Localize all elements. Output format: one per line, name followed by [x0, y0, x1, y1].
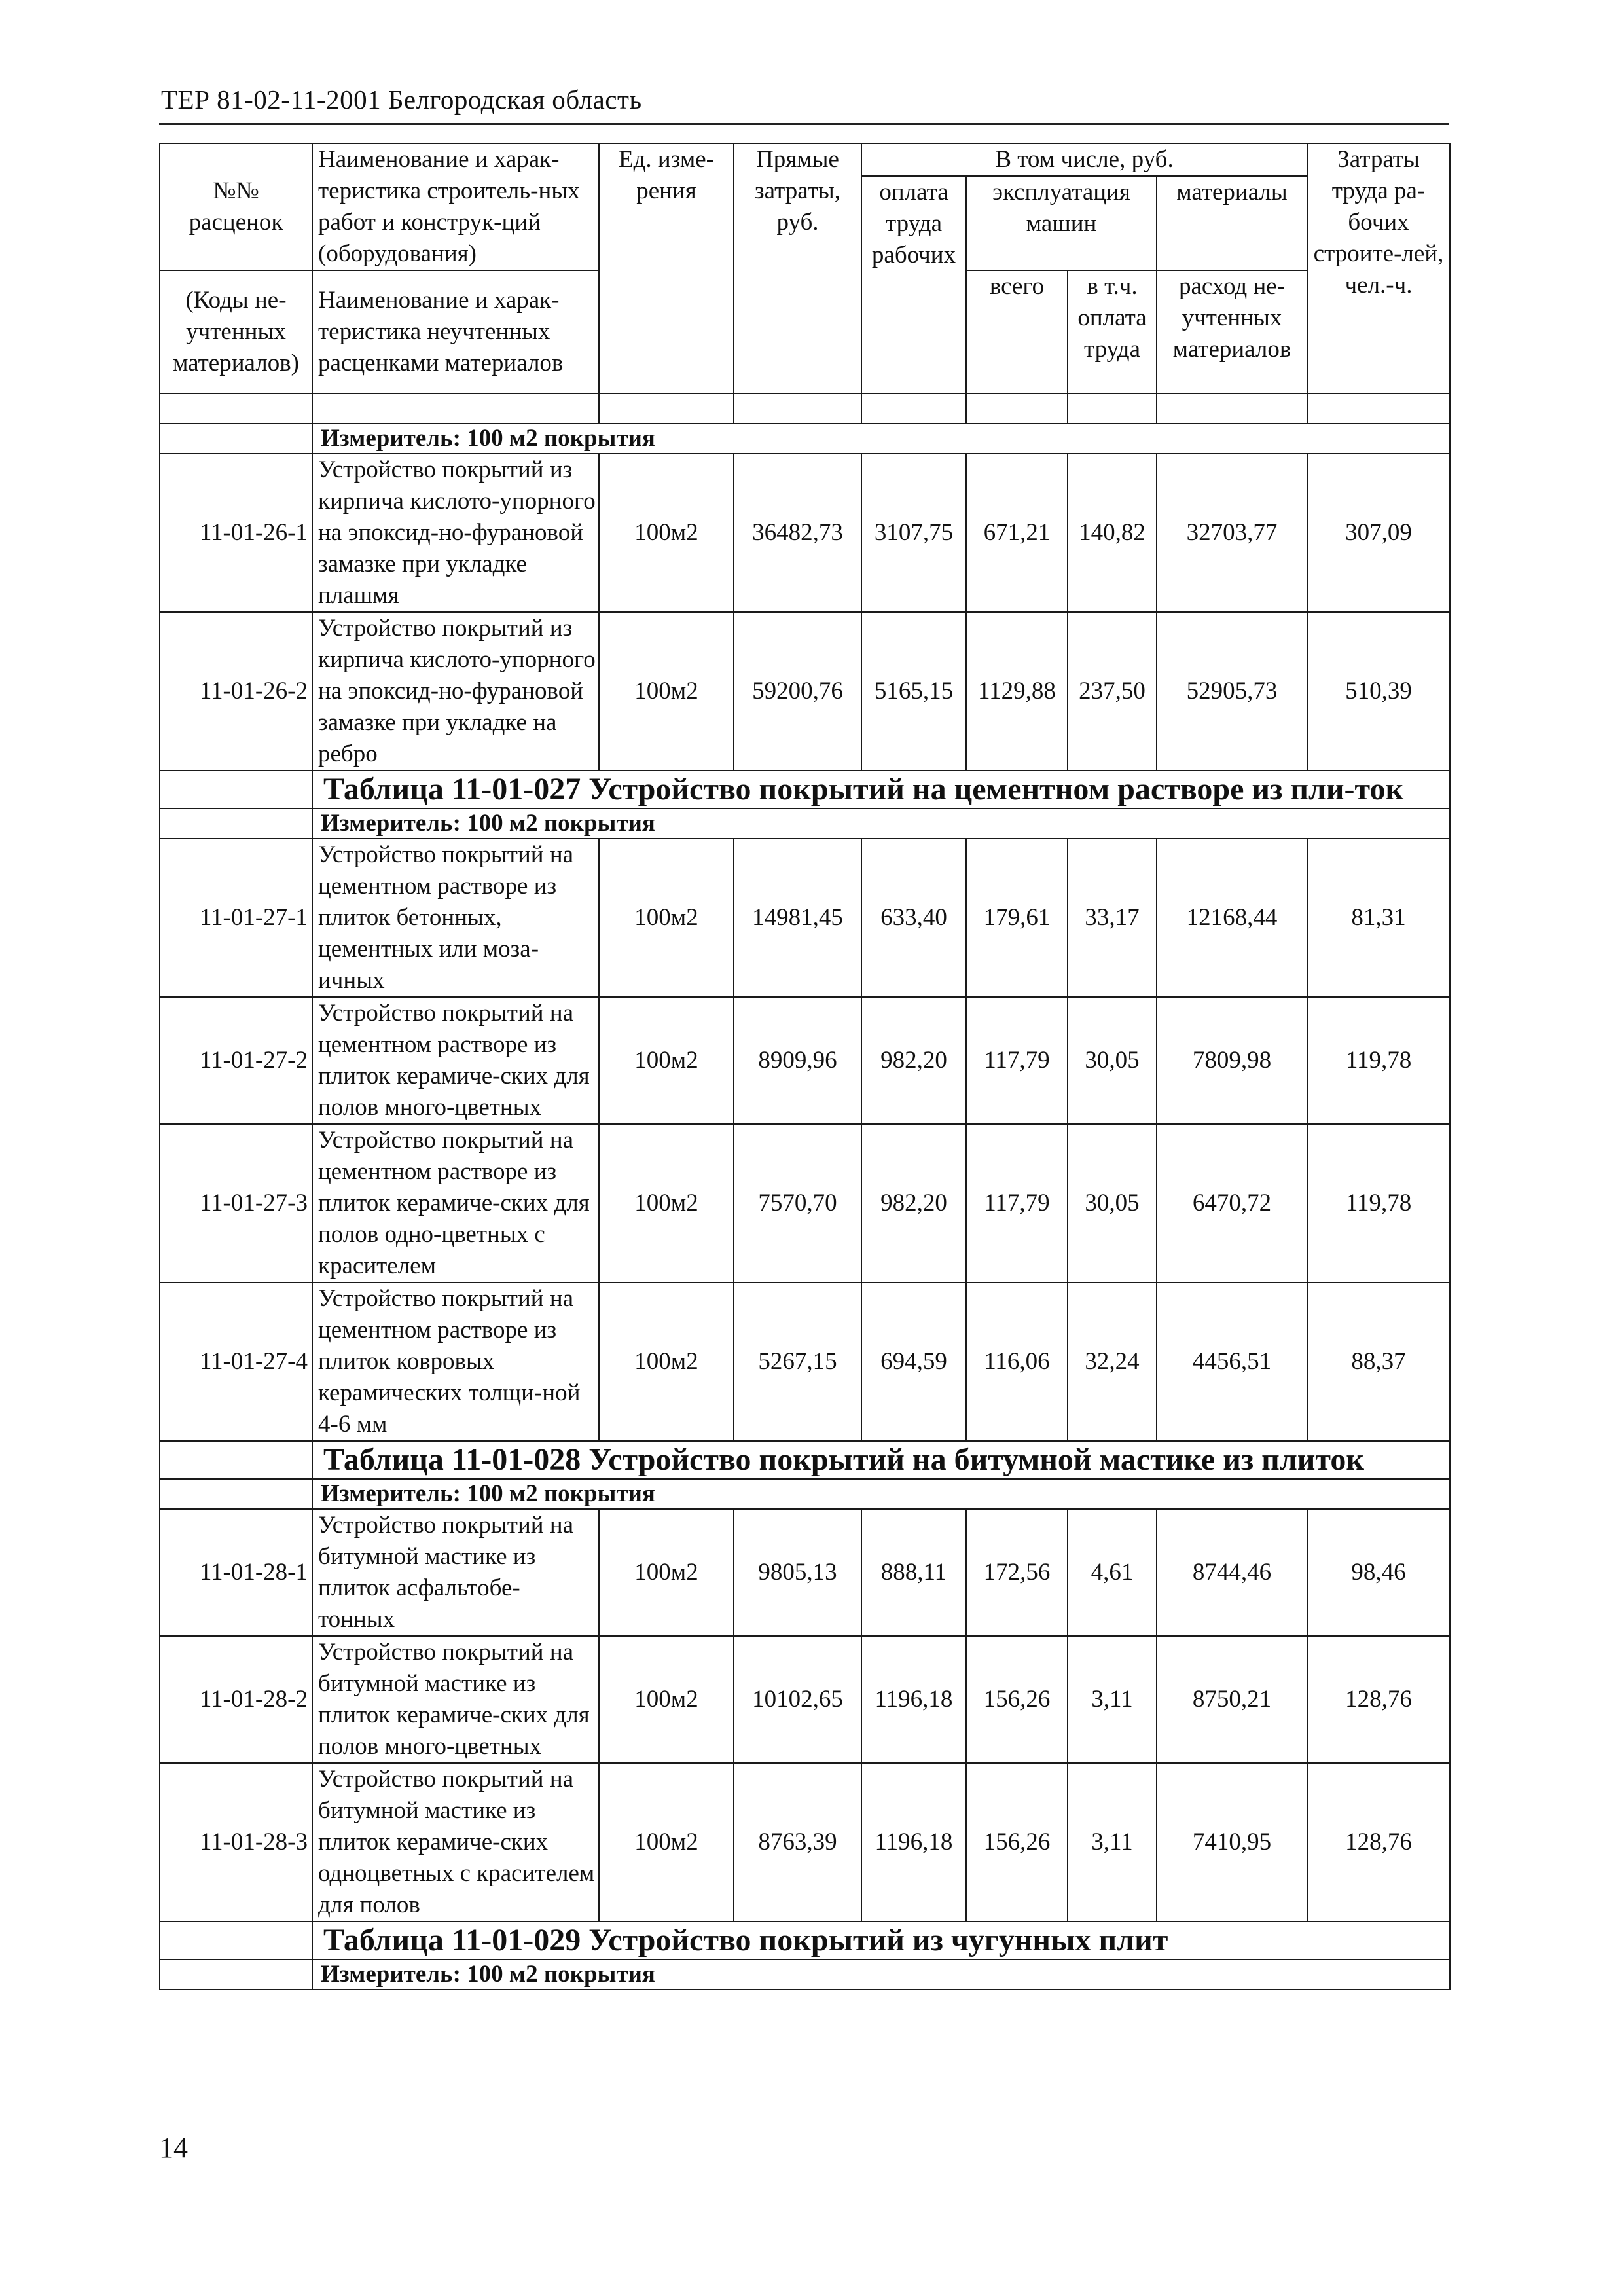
measure-label: Измеритель: 100 м2 покрытия: [312, 1959, 1450, 1990]
table-row: [160, 1124, 1450, 1283]
measure-label: Измеритель: 100 м2 покрытия: [312, 1479, 1450, 1509]
table-caption-row: [160, 1441, 1450, 1479]
table-caption: Таблица 11-01-027 Устройство покрытий на цементном растворе из пли-ток: [312, 771, 1450, 809]
cell-direct: 36482,73: [734, 454, 861, 612]
table-row: [160, 839, 1450, 997]
cell-materials: 12168,44: [1157, 839, 1307, 997]
cell-unit: 100м2: [599, 839, 734, 997]
header-spacer-row: [160, 393, 1450, 424]
measure-label: Измеритель: 100 м2 покрытия: [312, 424, 1450, 454]
table-caption: Таблица 11-01-029 Устройство покрытий из чугунных плит: [312, 1922, 1450, 1959]
header-machines-total: всего: [966, 270, 1068, 393]
cell-direct: 5267,15: [734, 1283, 861, 1441]
cell-unit: 100м2: [599, 1636, 734, 1763]
table-caption-row: [160, 771, 1450, 809]
work-name: Устройство покрытий на битумной мастике из плиток керамиче-ских для полов много-цветных: [312, 1636, 599, 1763]
measure-blank-cell: [160, 1479, 312, 1509]
measure-row: [160, 424, 1450, 454]
work-name: Устройство покрытий на цементном растворе из плиток бетонных, цементных или моза-ичных: [312, 839, 599, 997]
cell-labor: 128,76: [1307, 1636, 1450, 1763]
table-caption: Таблица 11-01-028 Устройство покрытий на битумной мастике из плиток: [312, 1441, 1450, 1479]
header-machines-wages: в т.ч. оплата труда: [1068, 270, 1157, 393]
cell-direct: 14981,45: [734, 839, 861, 997]
rate-code: 11-01-27-2: [160, 997, 312, 1124]
cell-machines: 116,06: [966, 1283, 1068, 1441]
cell-unit: 100м2: [599, 1283, 734, 1441]
work-name: Устройство покрытий из кирпича кислото-упорного на эпоксид-но-фурановой замазке при укладке на ребро: [312, 612, 599, 771]
rate-code: 11-01-28-3: [160, 1763, 312, 1922]
cell-wages: 633,40: [861, 839, 966, 997]
cell-materials: 8744,46: [1157, 1509, 1307, 1636]
cell-materials: 7410,95: [1157, 1763, 1307, 1922]
work-name: Устройство покрытий из кирпича кислото-упорного на эпоксид-но-фурановой замазке при укладке плашмя: [312, 454, 599, 612]
cell-machines: 117,79: [966, 997, 1068, 1124]
caption-blank-cell: [160, 1922, 312, 1959]
cell-direct: 59200,76: [734, 612, 861, 771]
measure-blank-cell: [160, 1959, 312, 1990]
header-code: №№ расценок: [160, 143, 312, 270]
cell-unit: 100м2: [599, 1763, 734, 1922]
measure-row: [160, 809, 1450, 839]
cell-wages: 888,11: [861, 1509, 966, 1636]
table-caption-row: [160, 1922, 1450, 1959]
rate-code: 11-01-26-1: [160, 454, 312, 612]
work-name: Устройство покрытий на битумной мастике из плиток асфальтобе-тонных: [312, 1509, 599, 1636]
header-incl: В том числе, руб.: [861, 143, 1307, 176]
cell-labor: 88,37: [1307, 1283, 1450, 1441]
cell-machines-wages: 4,61: [1068, 1509, 1157, 1636]
cell-unit: 100м2: [599, 454, 734, 612]
work-name: Устройство покрытий на битумной мастике из плиток керамиче-ских одноцветных с красителем для полов: [312, 1763, 599, 1922]
cell-labor: 81,31: [1307, 839, 1450, 997]
cell-unit: 100м2: [599, 612, 734, 771]
caption-blank-cell: [160, 1441, 312, 1479]
work-name: Устройство покрытий на цементном растворе из плиток керамиче-ских для полов одно-цветных с красителем: [312, 1124, 599, 1283]
cell-labor: 510,39: [1307, 612, 1450, 771]
measure-blank-cell: [160, 424, 312, 454]
header-direct: Прямые затраты, руб.: [734, 143, 861, 393]
cell-machines: 172,56: [966, 1509, 1068, 1636]
cell-wages: 5165,15: [861, 612, 966, 771]
cell-labor: 119,78: [1307, 1124, 1450, 1283]
header-name-materials: Наименование и харак-теристика неучтенных расценками материалов: [312, 270, 599, 393]
cell-direct: 7570,70: [734, 1124, 861, 1283]
cell-wages: 1196,18: [861, 1763, 966, 1922]
cell-materials: 52905,73: [1157, 612, 1307, 771]
cell-direct: 8909,96: [734, 997, 861, 1124]
cell-unit: 100м2: [599, 1124, 734, 1283]
header-material-usage: расход не-учтенных материалов: [1157, 270, 1307, 393]
cell-wages: 982,20: [861, 997, 966, 1124]
header-row-1: [160, 143, 1450, 176]
cell-materials: 4456,51: [1157, 1283, 1307, 1441]
table-row: [160, 1763, 1450, 1922]
running-head: ТЕР 81-02-11-2001 Белгородская область: [161, 84, 642, 115]
cell-machines-wages: 3,11: [1068, 1636, 1157, 1763]
rate-code: 11-01-28-2: [160, 1636, 312, 1763]
cell-machines: 671,21: [966, 454, 1068, 612]
table-row: [160, 997, 1450, 1124]
header-unit: Ед. изме-рения: [599, 143, 734, 393]
cell-machines: 156,26: [966, 1763, 1068, 1922]
cell-labor: 128,76: [1307, 1763, 1450, 1922]
cell-machines-wages: 30,05: [1068, 1124, 1157, 1283]
cell-machines-wages: 140,82: [1068, 454, 1157, 612]
cell-wages: 3107,75: [861, 454, 966, 612]
header-code-materials: (Коды не-учтенных материалов): [160, 270, 312, 393]
cell-unit: 100м2: [599, 997, 734, 1124]
cell-materials: 8750,21: [1157, 1636, 1307, 1763]
cell-materials: 6470,72: [1157, 1124, 1307, 1283]
cell-machines: 1129,88: [966, 612, 1068, 771]
rate-code: 11-01-27-4: [160, 1283, 312, 1441]
header-wages: оплата труда рабочих: [861, 176, 966, 393]
page-number: 14: [159, 2132, 188, 2164]
cell-direct: 8763,39: [734, 1763, 861, 1922]
measure-row: [160, 1479, 1450, 1509]
cell-labor: 307,09: [1307, 454, 1450, 612]
work-name: Устройство покрытий на цементном растворе из плиток ковровых керамических толщи-ной 4-6 мм: [312, 1283, 599, 1441]
table-row: [160, 1636, 1450, 1763]
table-row: [160, 1283, 1450, 1441]
cell-machines-wages: 30,05: [1068, 997, 1157, 1124]
cell-wages: 1196,18: [861, 1636, 966, 1763]
table-row: [160, 612, 1450, 771]
cell-materials: 7809,98: [1157, 997, 1307, 1124]
cell-labor: 98,46: [1307, 1509, 1450, 1636]
table-row: [160, 1509, 1450, 1636]
cell-wages: 982,20: [861, 1124, 966, 1283]
table-row: [160, 454, 1450, 612]
header-materials: материалы: [1157, 176, 1307, 270]
rate-code: 11-01-27-3: [160, 1124, 312, 1283]
cell-machines-wages: 33,17: [1068, 839, 1157, 997]
measure-blank-cell: [160, 809, 312, 839]
rate-code: 11-01-26-2: [160, 612, 312, 771]
header-labor: Затраты труда ра-бочих строите-лей, чел.-ч.: [1307, 143, 1450, 393]
cell-wages: 694,59: [861, 1283, 966, 1441]
rate-code: 11-01-27-1: [160, 839, 312, 997]
cell-machines: 117,79: [966, 1124, 1068, 1283]
cell-machines: 179,61: [966, 839, 1068, 997]
caption-blank-cell: [160, 771, 312, 809]
header-machines: эксплуатация машин: [966, 176, 1157, 270]
measure-row: [160, 1959, 1450, 1990]
cell-machines-wages: 237,50: [1068, 612, 1157, 771]
cell-labor: 119,78: [1307, 997, 1450, 1124]
cell-machines-wages: 32,24: [1068, 1283, 1157, 1441]
cell-machines: 156,26: [966, 1636, 1068, 1763]
rates-table: [159, 143, 1451, 1990]
measure-label: Измеритель: 100 м2 покрытия: [312, 809, 1450, 839]
header-rule: [159, 123, 1449, 125]
cell-materials: 32703,77: [1157, 454, 1307, 612]
cell-unit: 100м2: [599, 1509, 734, 1636]
work-name: Устройство покрытий на цементном растворе из плиток керамиче-ских для полов много-цветных: [312, 997, 599, 1124]
cell-direct: 10102,65: [734, 1636, 861, 1763]
cell-machines-wages: 3,11: [1068, 1763, 1157, 1922]
header-name: Наименование и харак-теристика строитель-ных работ и конструк-ций (оборудования): [312, 143, 599, 270]
rate-code: 11-01-28-1: [160, 1509, 312, 1636]
cell-direct: 9805,13: [734, 1509, 861, 1636]
